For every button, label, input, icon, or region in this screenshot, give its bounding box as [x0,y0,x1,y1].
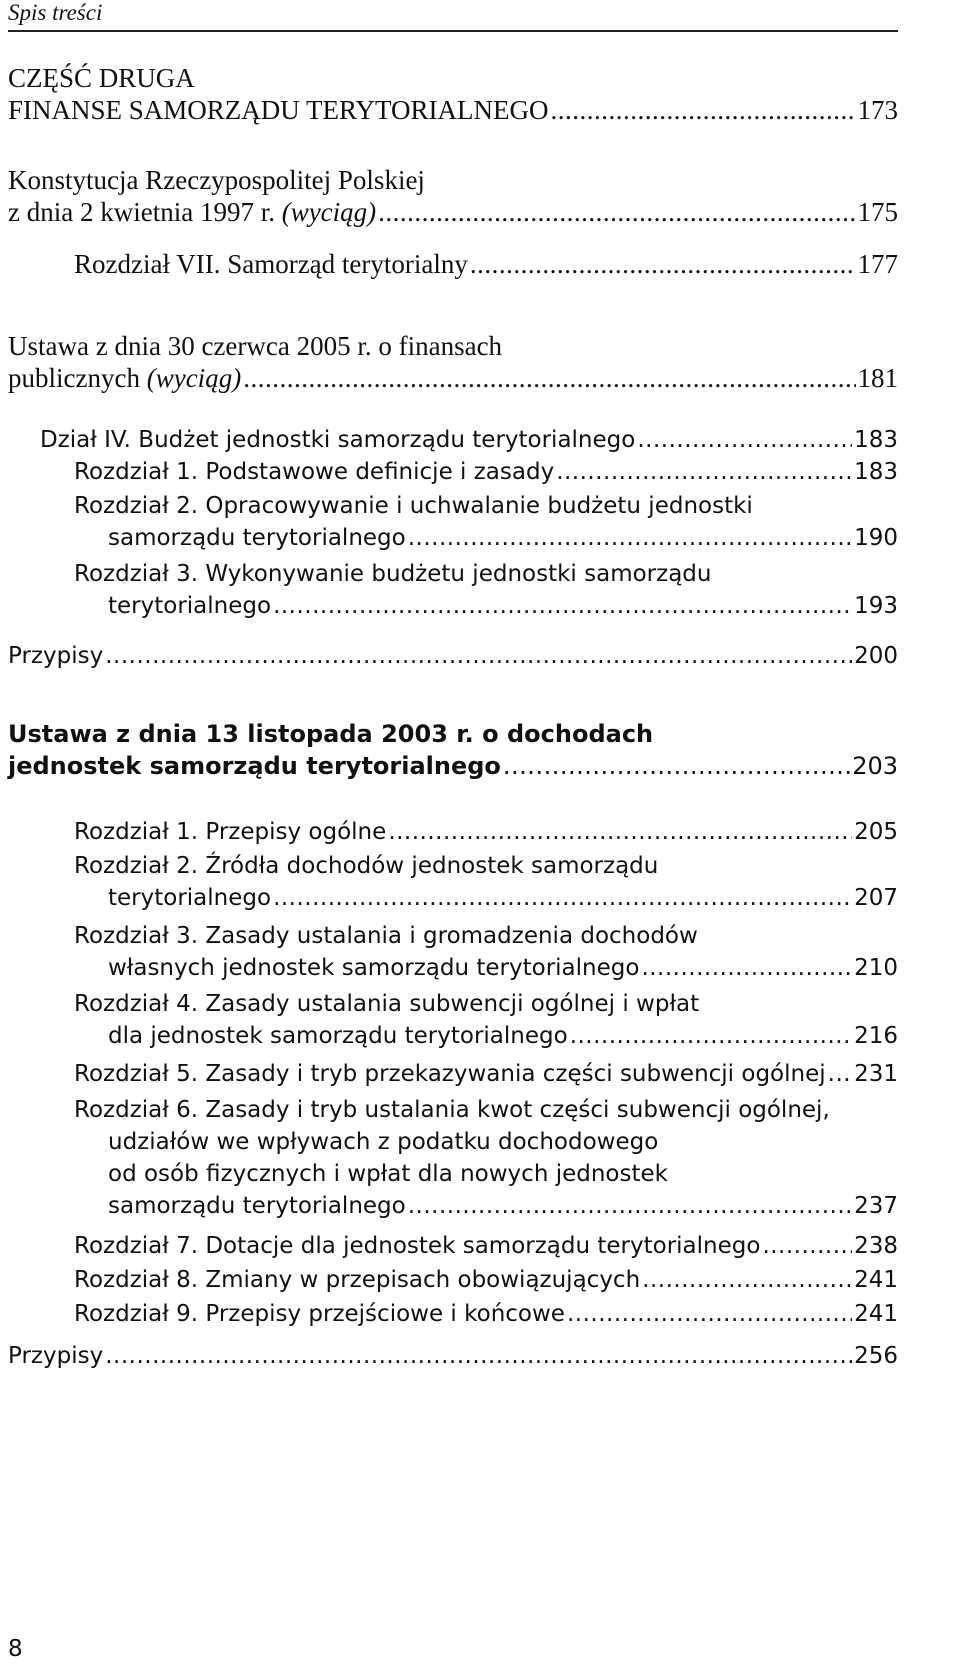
toc-page-number: 241 [854,1267,898,1293]
toc-page-number: 256 [854,1343,898,1369]
toc-entry-text: Rozdział 9. Przepisy przejściowe i końcowe [74,1301,565,1327]
toc-entry-inc-chapter-5[interactable] [74,1058,898,1090]
toc-entry-title-cont: z dnia 2 kwietnia 1997 r. [8,197,275,227]
toc-page-number: 231 [854,1061,898,1087]
toc-page-number: 205 [854,819,898,845]
toc-page-number: 175 [857,197,898,227]
toc-entry-text-cont: samorządu terytorialnego [108,525,406,551]
running-head: Spis treści [8,0,103,25]
toc-page-number: 207 [854,885,898,911]
toc-page-number: 216 [854,1023,898,1049]
toc-part-title: CZĘŚĆ DRUGA [8,63,195,93]
toc-entry-pf-chapter-3[interactable] [74,558,898,622]
toc-entry-text: Rozdział 6. Zasady i tryb ustalania kwot części subwencji ogólnej, [74,1097,830,1123]
toc-entry-chapter-vii[interactable] [8,248,898,280]
toc-entry-text: Rozdział 2. Źródła dochodów jednostek samorządu [74,853,659,879]
page-number: 8 [8,1636,23,1662]
toc-page-number: 193 [854,593,898,619]
toc-page-number: 238 [854,1233,898,1259]
toc-entry-note: (wyciąg) [281,197,377,227]
toc-entry-text-cont: udziałów we wpływach z podatku dochodowego [108,1129,659,1155]
toc-entry-title-cont: publicznych [8,363,140,393]
toc-part-subtitle: FINANSE SAMORZĄDU TERYTORIALNEGO [8,95,549,125]
toc-entry-inc-chapter-7[interactable] [74,1230,898,1262]
toc-entry-text: Rozdział 1. Podstawowe definicje i zasady [74,459,555,485]
toc-entry-division-iv[interactable] [40,424,898,456]
toc-entry-inc-chapter-6[interactable] [74,1094,898,1222]
toc-page-number: 183 [854,427,898,453]
toc-page-number: 173 [857,95,898,125]
toc-entry-inc-footnotes[interactable] [8,1340,898,1372]
toc-page-number: 241 [854,1301,898,1327]
toc-entry-text-cont: dla jednostek samorządu terytorialnego [108,1023,568,1049]
toc-entry-inc-chapter-1[interactable] [74,816,898,848]
toc-entry-constitution[interactable] [8,164,898,228]
toc-entry-text: Przypisy [8,643,104,669]
toc-entry-inc-chapter-3[interactable] [74,920,898,984]
toc-entry-title: Ustawa z dnia 13 listopada 2003 r. o dochodach [8,720,654,748]
toc-entry-text-cont: terytorialnego [108,885,272,911]
toc-entry-note: (wyciąg) [146,363,242,393]
toc-entry-public-finance-act[interactable] [8,330,898,394]
toc-entry-text: Rozdział 4. Zasady ustalania subwencji ogólnej i wpłat [74,991,700,1017]
toc-entry-inc-chapter-4[interactable] [74,988,898,1052]
toc-entry-text: Rozdział 8. Zmiany w przepisach obowiązujących [74,1267,641,1293]
toc-entry-text: Rozdział 1. Przepisy ogólne [74,819,387,845]
toc-entry-inc-chapter-8[interactable] [74,1264,898,1296]
toc-entry-part-two[interactable] [8,62,898,126]
toc-entry-title: Ustawa z dnia 30 czerwca 2005 r. o finansach [8,331,503,361]
toc-entry-text: Rozdział 2. Opracowywanie i uchwalanie budżetu jednostki [74,493,753,519]
toc-entry-title-cont: jednostek samorządu terytorialnego [8,752,501,780]
toc-entry-text-cont: od osób fizycznych i wpłat dla nowych jednostek [108,1161,668,1187]
toc-page-number: 200 [854,643,898,669]
toc-entry-text-cont: terytorialnego [108,593,272,619]
toc-entry-inc-chapter-2[interactable] [74,850,898,914]
toc-entry-text: Rozdział 3. Wykonywanie budżetu jednostki samorządu [74,561,712,587]
toc-page-number: 190 [854,525,898,551]
toc-entry-text: Rozdział 5. Zasady i tryb przekazywania części subwencji ogólnej [74,1061,826,1087]
toc-entry-text: Dział IV. Budżet jednostki samorządu terytorialnego [40,427,636,453]
toc-entry-income-act[interactable] [8,718,898,782]
toc-entry-pf-footnotes[interactable] [8,640,898,672]
toc-entry-pf-chapter-2[interactable] [74,490,898,554]
toc-entry-text: Rozdział VII. Samorząd terytorialny [74,249,468,279]
toc-entry-text: Rozdział 7. Dotacje dla jednostek samorządu terytorialnego [74,1233,761,1259]
toc-page-number: 237 [854,1193,898,1219]
toc-page-number: 203 [852,752,898,780]
toc-entry-text: Rozdział 3. Zasady ustalania i gromadzenia dochodów [74,923,698,949]
toc-entry-pf-chapter-1[interactable] [74,456,898,488]
header-rule [8,30,898,32]
toc-entry-title: Konstytucja Rzeczypospolitej Polskiej [8,165,425,195]
toc-entry-inc-chapter-9[interactable] [74,1298,898,1330]
toc-page-number: 181 [857,363,898,393]
toc-entry-text: Przypisy [8,1343,104,1369]
toc-entry-text-cont: samorządu terytorialnego [108,1193,406,1219]
toc-entry-text-cont: własnych jednostek samorządu terytorialnego [108,955,640,981]
toc-page-number: 210 [854,955,898,981]
toc-page-number: 183 [854,459,898,485]
toc-page-number: 177 [857,249,898,279]
